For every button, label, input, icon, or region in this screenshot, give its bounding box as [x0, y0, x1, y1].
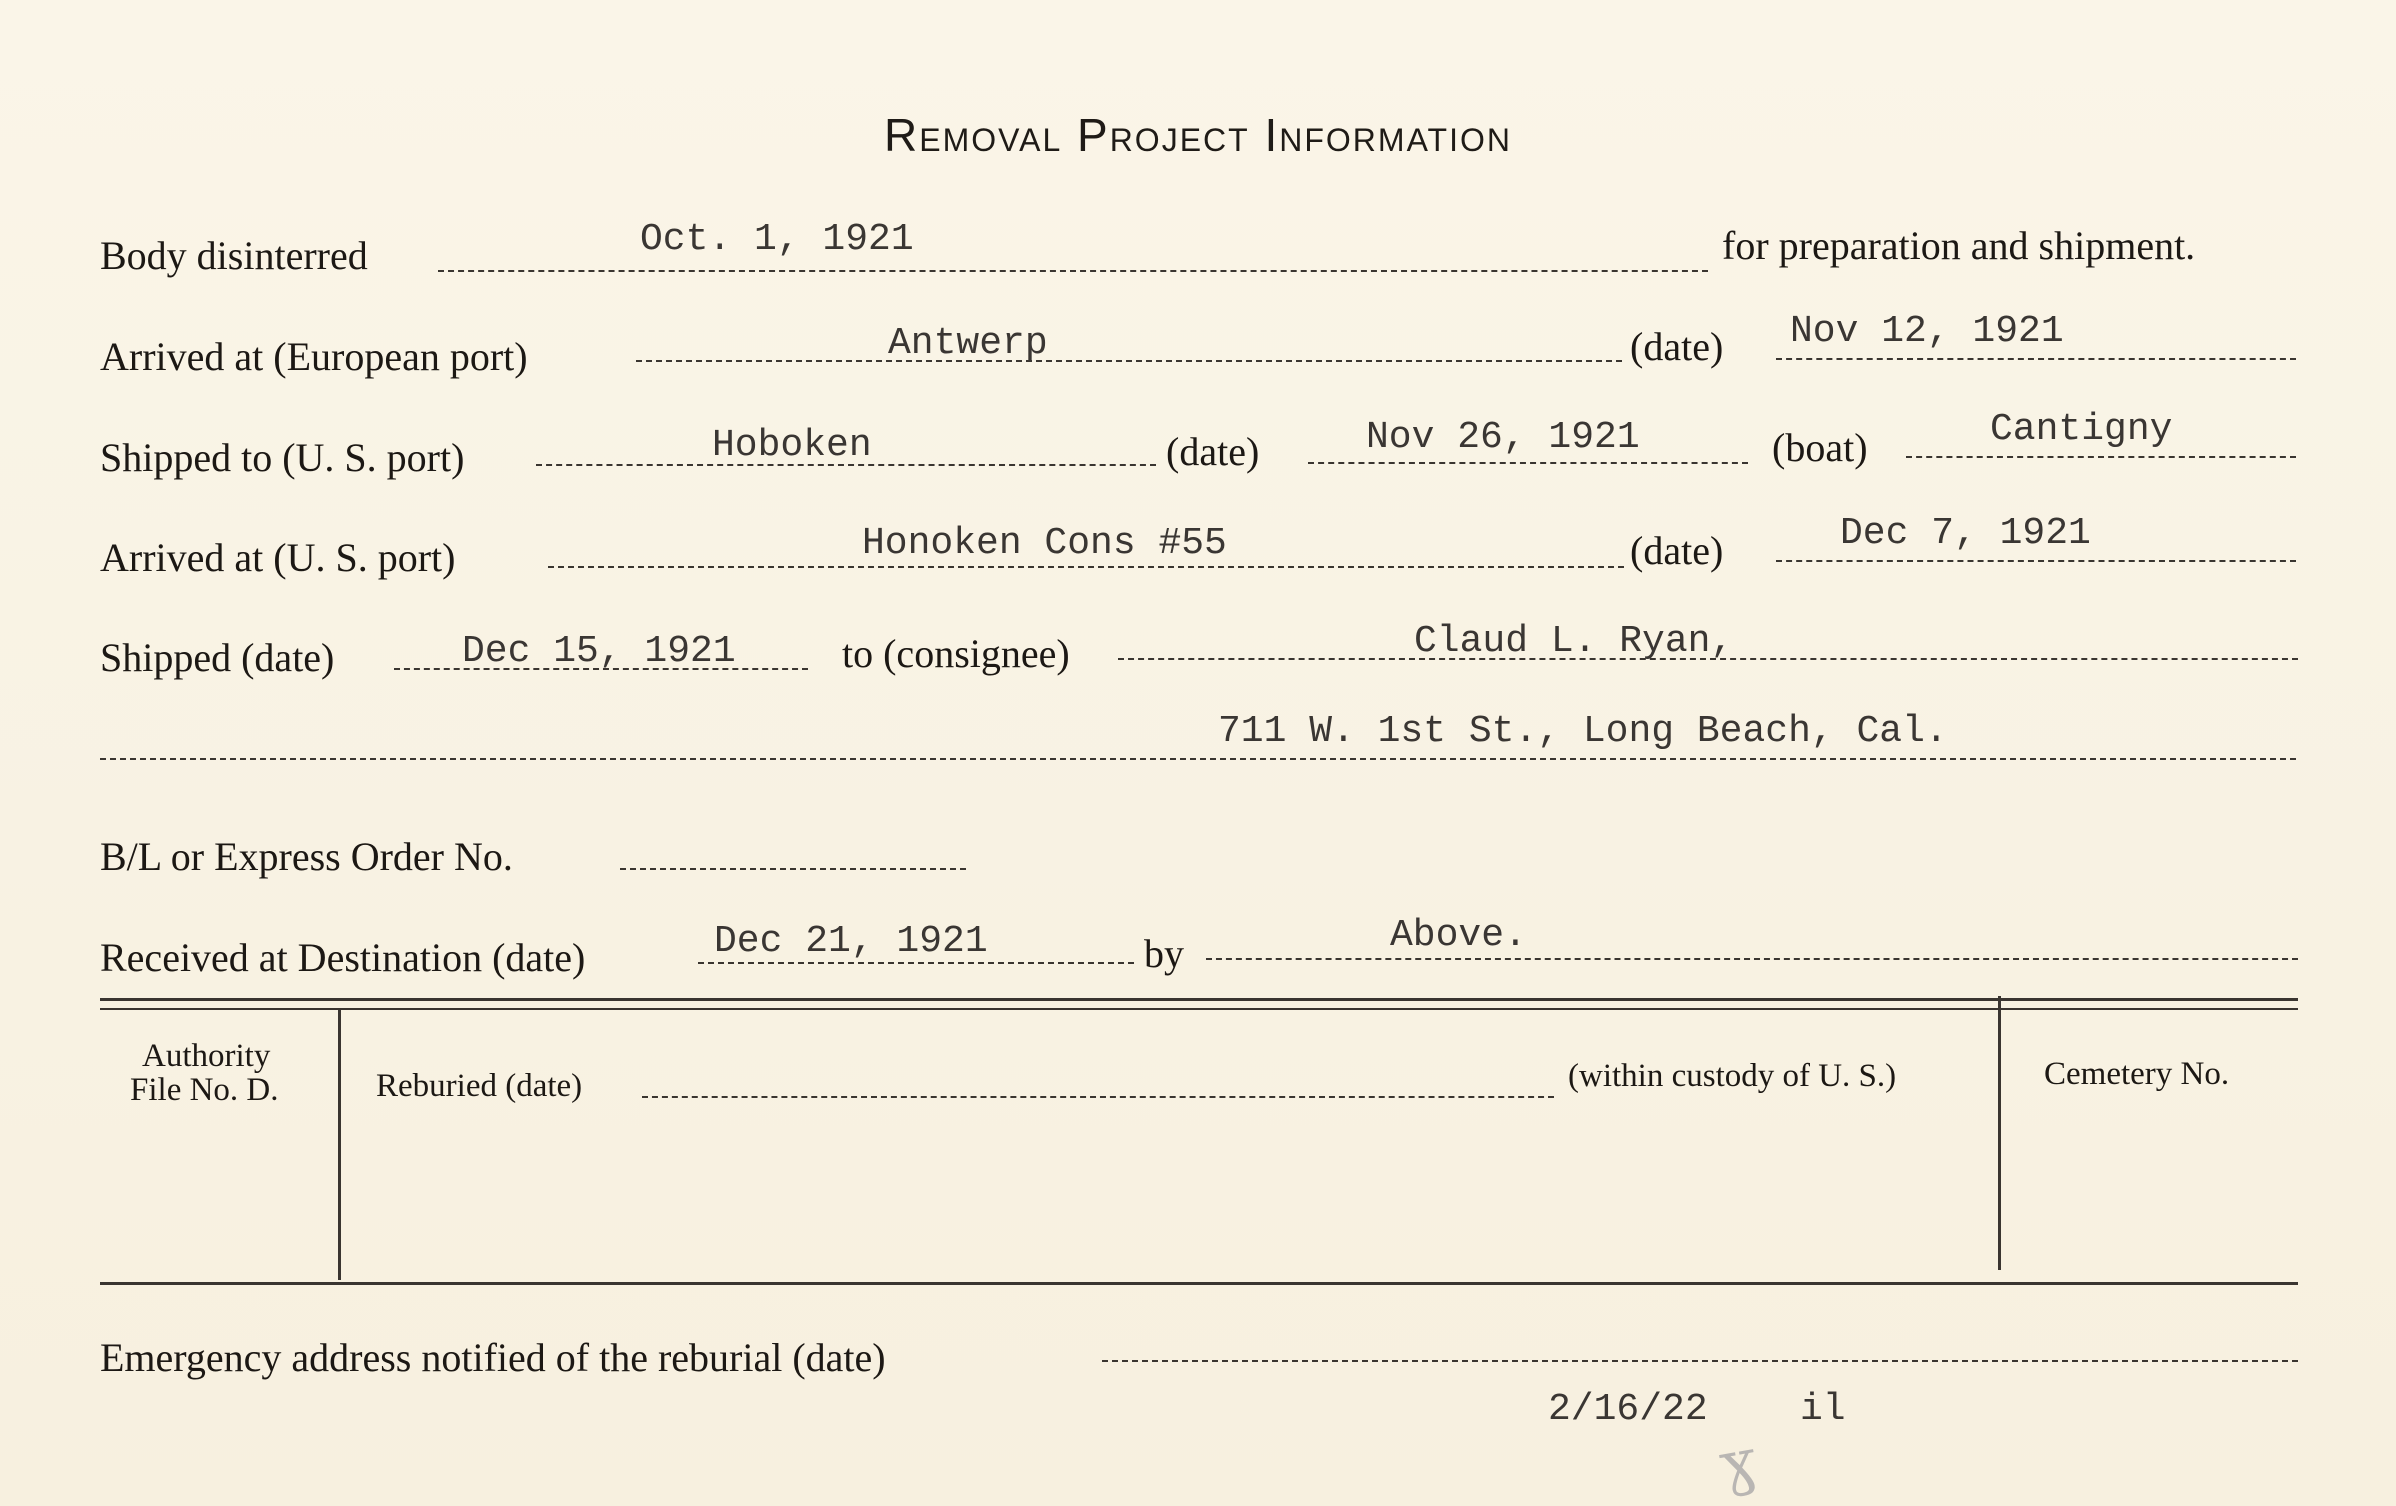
reburied-label: Reburied (date) [376, 1068, 583, 1104]
initials: il [1800, 1388, 1846, 1431]
emergency-label: Emergency address notified of the reburial (date) [100, 1335, 886, 1380]
shipped-to-label: Shipped to (U. S. port) [100, 435, 465, 480]
arrived-europe-label: Arrived at (European port) [100, 334, 528, 379]
address-line [100, 758, 2296, 760]
table-bottom-rule [100, 1282, 2298, 1285]
european-port-date-value: Nov 12, 1921 [1790, 310, 2064, 353]
bl-line [620, 868, 966, 870]
disinterred-date-value: Oct. 1, 1921 [640, 218, 914, 261]
boat-line [1906, 456, 2296, 458]
table-divider-right [1998, 996, 2001, 1270]
arrived-us-label: Arrived at (U. S. port) [100, 535, 456, 580]
authority-label-2: File No. D. [130, 1072, 279, 1108]
arrived-europe-date-line [1776, 358, 2296, 360]
shipped-to-date-value: Nov 26, 1921 [1366, 416, 1640, 459]
arrived-us-date-value: Dec 7, 1921 [1840, 512, 2091, 555]
double-rule-top [100, 998, 2298, 1001]
stamp-note: 2/16/22 [1548, 1388, 1708, 1431]
arrived-us-date-line [1776, 560, 2296, 562]
custody-label: (within custody of U. S.) [1568, 1058, 1897, 1094]
shipped-to-date-line [1308, 462, 1748, 464]
bl-label: B/L or Express Order No. [100, 834, 513, 879]
body-disinterred-label: Body disinterred [100, 233, 368, 278]
by-label: by [1144, 931, 1184, 976]
received-label: Received at Destination (date) [100, 935, 586, 980]
received-by-value: Above. [1390, 914, 1527, 957]
arrived-us-line [548, 566, 1624, 568]
consignee-address-value: 711 W. 1st St., Long Beach, Cal. [1218, 710, 1948, 753]
double-rule-bottom [100, 1008, 2298, 1010]
consignee-value: Claud L. Ryan, [1414, 620, 1734, 663]
arrived-europe-date-label: (date) [1630, 324, 1724, 369]
emergency-line [1102, 1360, 2298, 1362]
arrived-europe-line [636, 360, 1622, 362]
arrived-us-date-label: (date) [1630, 528, 1724, 573]
us-port-value: Hoboken [712, 424, 872, 467]
shipped-date-value: Dec 15, 1921 [462, 630, 736, 673]
boat-label: (boat) [1772, 425, 1868, 470]
received-by-line [1206, 958, 2298, 960]
body-disinterred-line [438, 270, 1708, 272]
consignee-label: to (consignee) [842, 631, 1070, 676]
form-title: Removal Project Information [884, 109, 1512, 161]
body-disinterred-suffix: for preparation and shipment. [1722, 223, 2196, 268]
authority-label-1: Authority [142, 1038, 271, 1074]
shipped-to-date-label: (date) [1166, 429, 1260, 474]
received-date-value: Dec 21, 1921 [714, 920, 988, 963]
shipped-date-label: Shipped (date) [100, 635, 335, 680]
boat-value: Cantigny [1990, 408, 2173, 451]
european-port-value: Antwerp [888, 322, 1048, 365]
cemetery-label: Cemetery No. [2044, 1056, 2230, 1092]
pencil-mark: ɣ [1714, 1425, 1762, 1501]
arrived-us-port-value: Honoken Cons #55 [862, 522, 1227, 565]
reburied-line [642, 1096, 1554, 1098]
table-divider-left [338, 1008, 341, 1280]
